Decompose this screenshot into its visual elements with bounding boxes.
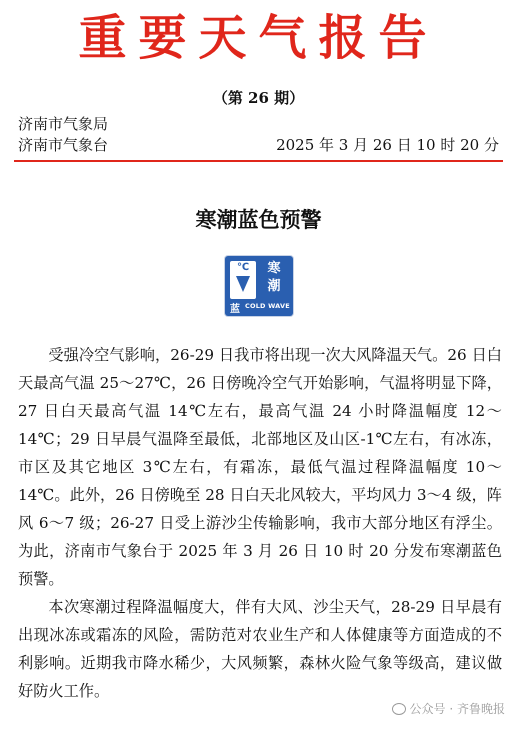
cold-wave-blue-warning-icon — [225, 256, 293, 316]
thermometer-panel — [230, 261, 256, 299]
report-title: 重要天气报告 — [78, 10, 439, 66]
celsius-symbol: ℃ — [236, 262, 250, 273]
badge-chinese-label — [260, 260, 288, 296]
badge-char-2: 潮 — [267, 279, 281, 294]
issue-datetime: 2025 年 3 月 26 日 10 时 20 分 — [276, 136, 499, 154]
report-body — [18, 341, 502, 705]
wechat-official-account-icon — [392, 703, 406, 715]
issue-number: （第 26 期） — [212, 89, 305, 107]
issuing-bureau: 济南市气象局 — [18, 115, 109, 133]
badge-char-1: 寒 — [267, 261, 281, 276]
watermark-text: 公众号 · 齐鲁晚报 — [409, 702, 505, 716]
badge-english-label: COLD WAVE — [245, 302, 290, 310]
issuing-observatory: 济南市气象台 — [18, 136, 109, 154]
badge-level-label: 蓝 — [230, 304, 240, 315]
watermark — [390, 700, 507, 717]
body-paragraph-1: 受强冷空气影响，26-29 日我市将出现一次大风降温天气。26 日白天最高气温 25～27℃，26 日傍晚冷空气开始影响，气温将明显下降，27 日白天最高气温 14℃左右，最高气温 24 小时降温幅度 12～14℃；29 日早晨气温降至最低，北部地区及山区-1℃左右，有冰冻，市区及其它地区 3℃左右，有霜冻，最低气温过程降温幅度 10～14℃。此外，26 日傍晚至 28 日白天北风较大，平均风力 3～4 级，阵风 6～7 级；26-27 日受上游沙尘传输影响，我市大部分地区有浮尘。为此，济南市气象台于 2025 年 3 月 26 日 10 时 20 分发布寒潮蓝色预警。 — [18, 346, 502, 588]
warning-headline: 寒潮蓝色预警 — [195, 207, 322, 232]
down-arrow-icon — [236, 276, 250, 292]
header-divider — [14, 160, 503, 162]
body-paragraph-2: 本次寒潮过程降温幅度大，伴有大风、沙尘天气，28-29 日早晨有出现冰冻或霜冻的风险，需防范对农业生产和人体健康等方面造成的不利影响。近期我市降水稀少，大风频繁，森林火险气象等级高，建议做好防火工作。 — [18, 598, 502, 700]
